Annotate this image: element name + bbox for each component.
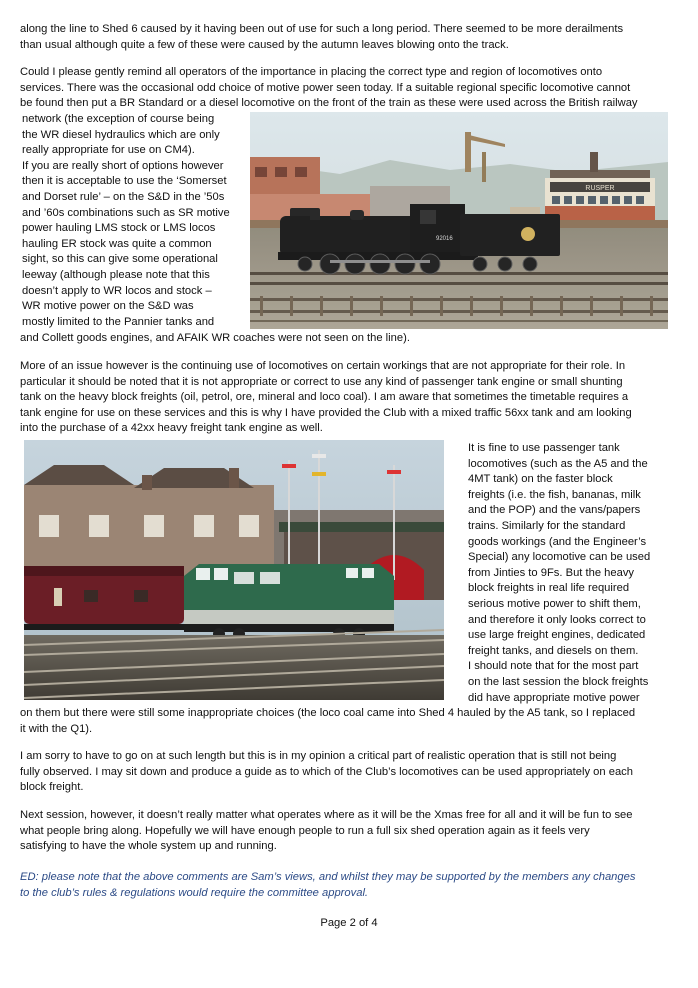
motive-line: power hauling LMS stock or LMS locos	[22, 222, 216, 235]
fine-line: locomotives (such as the A5 and the	[468, 457, 648, 470]
fine-line: 4MT tank) on the faster block	[468, 473, 613, 486]
motive-line: the WR diesel hydraulics which are only	[22, 128, 220, 141]
motive-line: WR motive power on the S&D was	[22, 300, 194, 313]
fine-line: I should note that for the most part	[468, 660, 639, 673]
sorry-line: block freight.	[20, 781, 84, 794]
motive-line: sight, so this can give some operational	[22, 253, 218, 266]
motive-line: leeway (although please note that this	[22, 269, 210, 281]
intro-line: than usual although quite a few of these were caused by the autumn leaves blowing onto the track.	[20, 38, 509, 51]
motive-line: services. There was the occasional odd choice of motive power seen today. If a suitable regional specific locomotive cannot	[20, 81, 631, 94]
xmas-line: what people bring along. Hopefully we will have enough people to run a full six shed operation again as it feels very	[20, 824, 590, 837]
issue-line: into the purchase of a 42xx heavy freight tank engine as well.	[20, 422, 323, 435]
motive-line: Could I please gently remind all operators of the importance in placing the correct type and region of locomotives onto	[20, 66, 603, 78]
fine-line: trains. Similarly for the standard	[468, 520, 626, 532]
sorry-line: fully observed. I may sit down and produce a guide as to which of the Club’s locomotives can be used appropriately on each	[20, 765, 633, 778]
fine-line: on them but there were still some inappropriate choices (the loco coal came into Shed 4 hauled by the A5 tank, so I replaced	[20, 707, 636, 719]
fine-line: It is fine to use passenger tank	[468, 442, 620, 454]
signal-box-nameboard: RUSPER	[585, 185, 615, 192]
locomotive-number: 92016	[436, 236, 453, 242]
motive-line: and Collett goods engines, and AFAIK WR coaches were not seen on the line).	[20, 332, 410, 344]
diesel-locomotive	[184, 564, 394, 640]
fine-line: from Jinties to 9Fs. But the heavy	[468, 566, 635, 579]
fine-line: use large freight engines, dedicated	[468, 629, 646, 642]
motive-line: be found then put a BR Standard or a diesel locomotive on the front of the train as these were used across the British railway	[20, 97, 638, 110]
fine-line: freights (i.e. the fish, bananas, milk	[468, 488, 641, 501]
fine-line: on the last session the block freights	[468, 676, 649, 688]
motive-line: If you are really short of options however	[22, 159, 224, 172]
fine-line: it with the Q1).	[20, 722, 93, 735]
photo-hymek-diesel	[24, 440, 444, 700]
sorry-line: I am sorry to have to go on at such length but this is in my opinion a critical part of realistic operation that is still not being	[20, 750, 617, 762]
editor-note: to the club’s rules & regulations would require the committee approval.	[20, 886, 369, 899]
photo-9f-locomotive	[250, 112, 668, 329]
fine-line: freight tanks, and diesels on them.	[468, 644, 639, 657]
motive-line: really appropriate for use on CM4).	[22, 144, 195, 157]
intro-line: along the line to Shed 6 caused by it having been out of use for such a long period. There seemed to be more derailments	[20, 23, 624, 35]
fine-line: block freights in real life required	[468, 582, 630, 595]
fine-line: and the POP) and the vans/papers	[468, 504, 641, 517]
motive-line: doesn’t apply to WR locos and stock –	[22, 284, 212, 297]
issue-line: More of an issue however is the continuing use of locomotives on certain workings that are not appropriate for their role. In	[20, 360, 626, 372]
fine-line: serious motive power to shift them,	[468, 598, 641, 610]
motive-line: network (the exception of course being	[22, 113, 215, 125]
issue-line: particular it should be noted that it is not appropriate or correct to use any kind of passenger tank engine or small shunting	[20, 375, 623, 388]
motive-line: mostly limited to the Pannier tanks and	[22, 315, 215, 328]
fine-line: did have appropriate motive power	[468, 691, 640, 704]
motive-line: hauling ER stock was quite a common	[22, 237, 212, 250]
motive-line: and Dorset rule’ – on the S&D in the ’50s	[22, 191, 225, 203]
fine-line: Special) any locomotive can be used	[468, 551, 651, 564]
issue-line: tank on the heavy block freights (oil, petrol, ore, mineral and loco coal). I am aware that sometimes the timetable requires a	[20, 391, 629, 404]
motive-line: and ’60s combinations such as SR motive	[22, 206, 230, 219]
xmas-line: Next session, however, it doesn’t really matter what operates where as it will be the Xmas free for all and it will be fun to see	[20, 809, 633, 821]
motive-line: then it is acceptable to use the ‘Somerset	[22, 175, 227, 188]
fine-line: and therefore it only looks correct to	[468, 613, 646, 626]
fine-line: goods workings (and the Engineer’s	[468, 535, 647, 548]
issue-line: tank engine for use on these services and this is why I have provided the Club with a mixed traffic 56xx tank and am looking	[20, 406, 632, 419]
xmas-line: satisfying to have the whole system up and running.	[20, 840, 277, 853]
editor-note: ED: please note that the above comments are Sam’s views, and whilst they may be supported by the members any changes	[20, 871, 636, 883]
page-number: Page 2 of 4	[320, 917, 378, 929]
